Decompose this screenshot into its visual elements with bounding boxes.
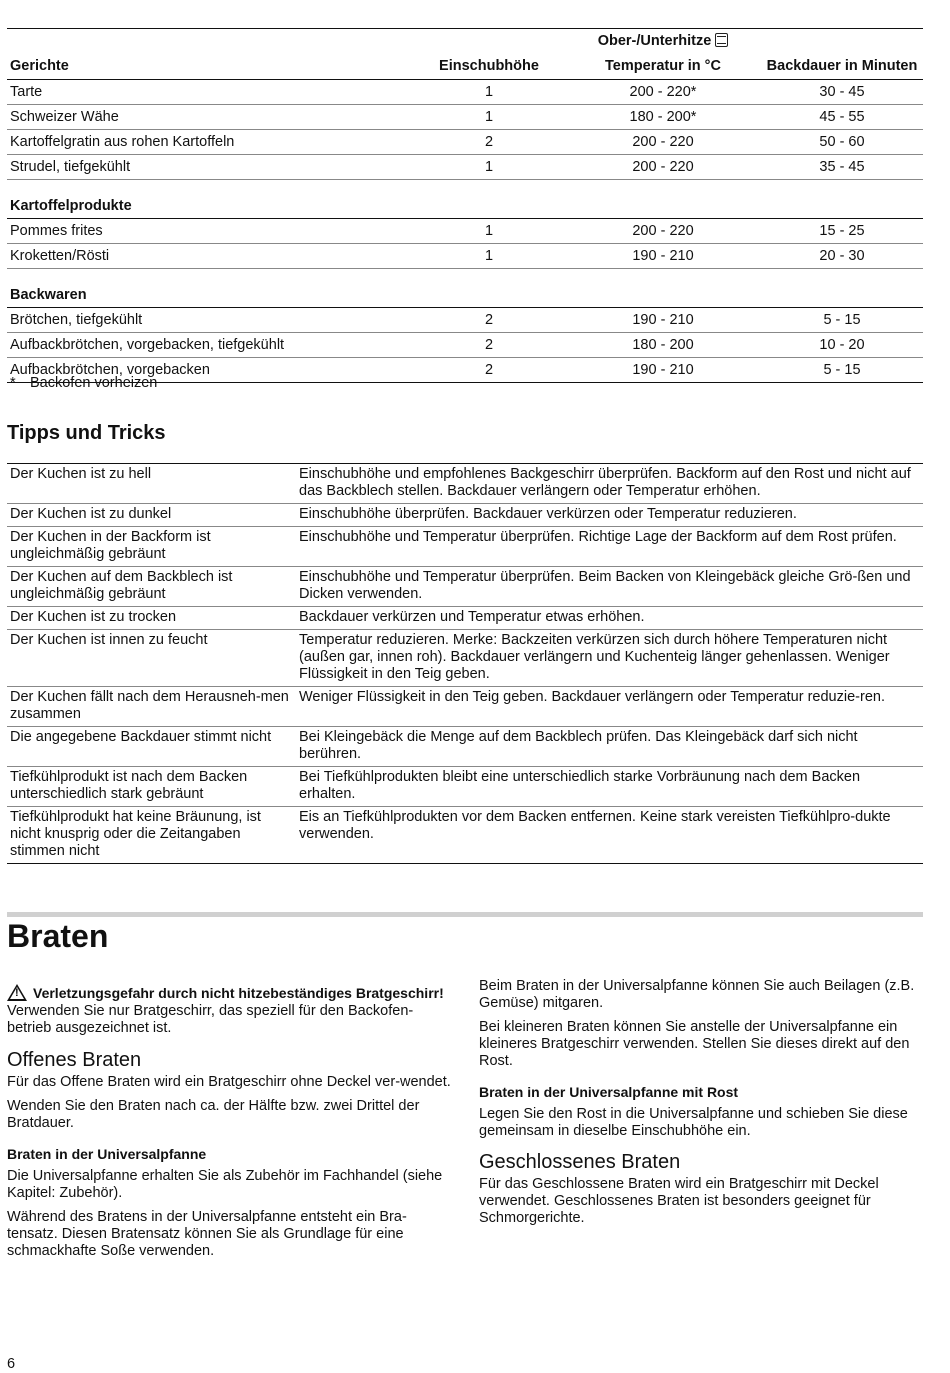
tips-row: Tiefkühlprodukt hat keine Bräunung, ist nicht knusprig oder die Zeitangaben stimmen nicht Eis an Tiefkühlprodukten vor dem Backen entfernen. Keine stark vereisten Tiefkühlpro-dukte verwenden. [7,807,923,864]
tips-row: Der Kuchen ist zu hell Einschubhöhe und empfohlenes Backgeschirr überprüfen. Backform auf den Rost und nicht auf das Backblech stellen. Backdauer verlängern oder Temperatur erhöhen. [7,464,923,504]
heading-universalpfanne-rost: Braten in der Universalpfanne mit Rost [479,1084,739,1100]
table-row: Tarte 1 200 - 220* 30 - 45 [7,80,923,105]
table-row: Aufbackbrötchen, vorgebacken 2 190 - 210 5 - 15 [7,358,923,383]
table-row: Schweizer Wähe 1 180 - 200* 45 - 55 [7,105,923,130]
heading-offenes-braten: Offenes Braten [7,1049,142,1071]
tips-row: Der Kuchen ist innen zu feucht Temperatur reduzieren. Merke: Backzeiten verkürzen sich durch höhere Temperaturen nicht (außen gar, innen roh). Backdauer verlängern und Kuchenteig länger gehenlassen. Weniger Flüssigkeit in den Teig geben. [7,630,923,687]
warning-title: Verletzungsgefahr durch nicht hitzebeständiges Bratgeschirr! [33,985,444,1001]
tips-row: Der Kuchen in der Backform ist ungleichmäßig gebräunt Einschubhöhe und Temperatur überprüfen. Richtige Lage der Backform auf dem Rost prüfen. [7,527,923,567]
category-row [7,180,923,219]
tips-row: Der Kuchen ist zu trocken Backdauer verkürzen und Temperatur etwas erhöhen. [7,607,923,630]
cooking-table [7,28,923,383]
table-row: Pommes frites 1 200 - 220 15 - 25 [7,219,923,244]
table-row: Kartoffelgratin aus rohen Kartoffeln 2 200 - 220 50 - 60 [7,130,923,155]
tips-row: Der Kuchen auf dem Backblech ist ungleichmäßig gebräunt Einschubhöhe und Temperatur überprüfen. Beim Backen von Kleingebäck gleiche Grö-ßen und Dicken verwenden. [7,567,923,607]
header-dish: Gerichte [7,53,413,80]
header-temperature: Temperatur in °C [565,53,761,80]
category-label: Backwaren [7,269,923,308]
table-footnote: * Backofen vorheizen [10,375,158,391]
section-title: Braten [7,918,109,954]
tips-row: Tiefkühlprodukt ist nach dem Backen unterschiedlich stark gebräunt Bei Tiefkühlprodukten bleibt eine unterschiedlich starke Vorbräunung nach dem Backen erhalten. [7,767,923,807]
table-row: Aufbackbrötchen, vorgebacken, tiefgekühlt 2 180 - 200 10 - 20 [7,333,923,358]
page-number: 6 [7,1356,16,1372]
heading-universalpfanne: Braten in der Universalpfanne [7,1146,207,1162]
oven-top-bottom-heat-icon [715,33,728,47]
left-column: !Verletzungsgefahr durch nicht hitzebeständiges Bratgeschirr! Verwenden Sie nur Bratgeschirr, das speziell für den Backofen-betrieb ausgezeichnet ist. Offenes Braten Für das Offene Braten wird ein Bratgeschirr ohne Deckel ver-wendet. Wenden Sie den Braten nach ca. der Hälfte bzw. zwei Drittel der Bratdauer. Braten in der Universalpfanne Die Universalpfanne erhalten Sie als Zubehör im Fachhandel (siehe Kapitel: Zubehör). Während des Bratens in der Universalpfanne entsteht ein Bra-tensatz. Diesen Bratensatz können Sie als Grundlage für eine schmackhafte Soße verwenden. [7,984,452,1267]
category-row [7,269,923,308]
right-column: Beim Braten in der Universalpfanne können Sie auch Beilagen (z.B. Gemüse) mitgaren. Bei kleineren Braten können Sie anstelle der Universalpfanne ein kleineres Bratgeschirr verwenden. Stellen Sie dieses direkt auf den Rost. Braten in der Universalpfanne mit Rost Legen Sie den Rost in die Universalpfanne und schieben Sie diese gemeinsam in dieselbe Einschubhöhe ein. Geschlossenes Braten Für das Geschlossene Braten wird ein Bratgeschirr mit Deckel verwendet. Geschlossenes Braten ist besonders geeignet für Schmorgerichte. [479,978,924,1234]
warning-box [7,984,452,1037]
heading-geschlossenes-braten: Geschlossenes Braten [479,1151,681,1173]
heating-mode-header: Ober-/Unterhitze [565,29,761,54]
table-row: Kroketten/Rösti 1 190 - 210 20 - 30 [7,244,923,269]
tips-heading: Tipps und Tricks [7,422,166,444]
tips-row: Die angegebene Backdauer stimmt nicht Bei Kleingebäck die Menge auf dem Backblech prüfen. Das Kleingebäck darf sich nicht berühren. [7,727,923,767]
warning-text: Verwenden Sie nur Bratgeschirr, das speziell für den Backofen-betrieb ausgezeichnet ist. [7,1003,414,1036]
tips-row: Der Kuchen ist zu dunkel Einschubhöhe überprüfen. Backdauer verkürzen oder Temperatur reduzieren. [7,504,923,527]
tips-row: Der Kuchen fällt nach dem Herausneh-men zusammen Weniger Flüssigkeit in den Teig geben. Backdauer verlängern oder Temperatur reduzie-ren. [7,687,923,727]
warning-triangle-icon [7,984,27,1001]
header-time: Backdauer in Minuten [761,53,923,80]
tips-table [7,463,923,864]
section-divider [7,912,923,917]
table-row: Strudel, tiefgekühlt 1 200 - 220 35 - 45 [7,155,923,180]
category-label: Kartoffelprodukte [7,180,923,219]
table-row: Brötchen, tiefgekühlt 2 190 - 210 5 - 15 [7,308,923,333]
header-level: Einschubhöhe [413,53,565,80]
